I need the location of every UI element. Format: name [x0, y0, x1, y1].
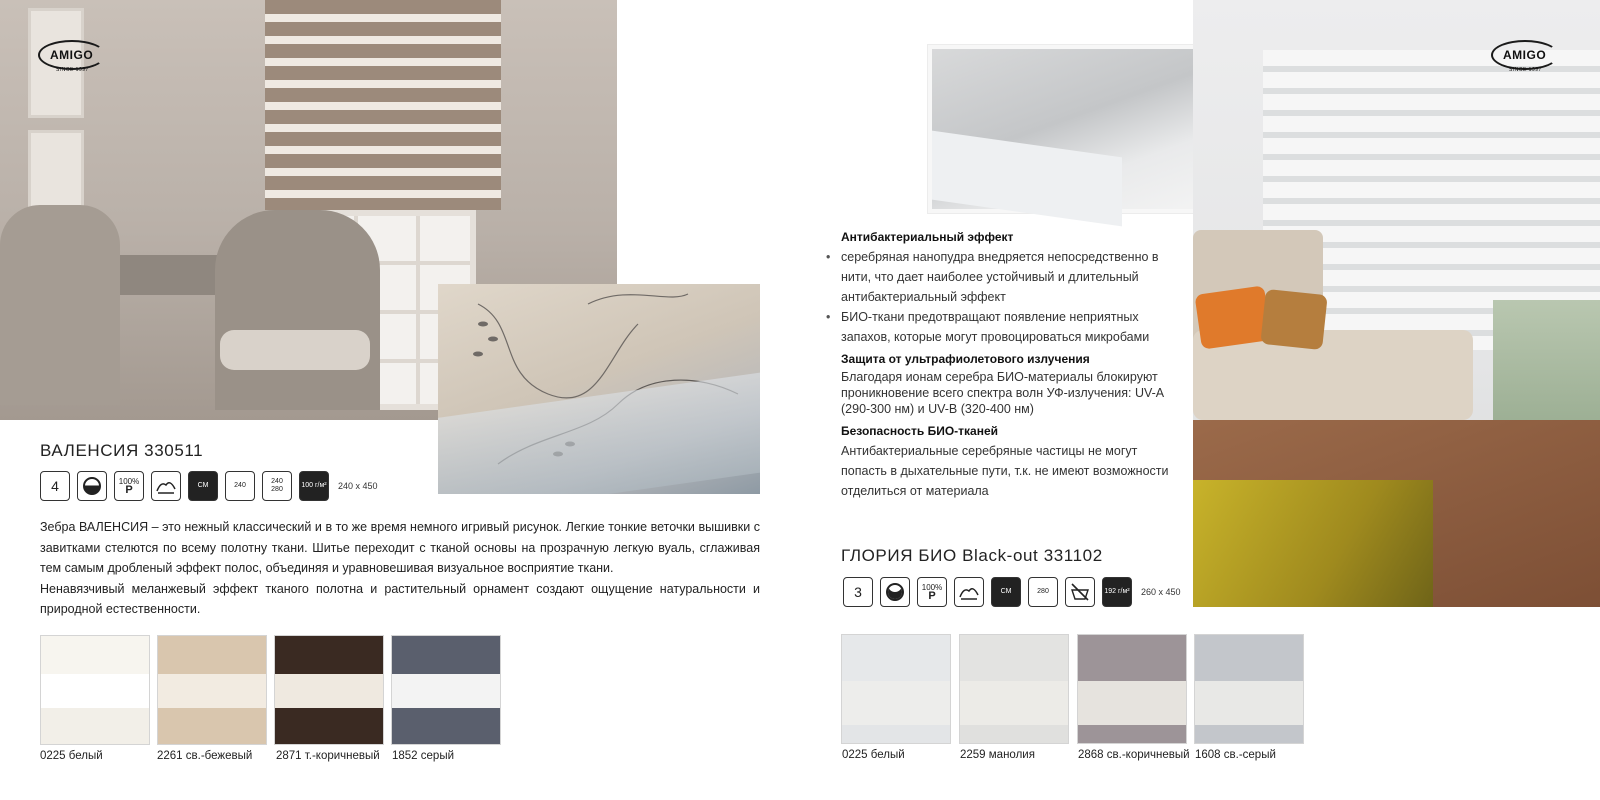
composition-icon: 100% P — [114, 471, 144, 501]
swatch-caption: 2261 св.-бежевый — [157, 750, 253, 762]
amigo-logo: AMIGO SINCE 1997 — [1491, 40, 1561, 74]
swatch-caption: 0225 белый — [842, 749, 905, 761]
composition-icon: 100% P — [917, 577, 947, 607]
hand-wash-icon — [954, 577, 984, 607]
swatch-2261-light-beige[interactable] — [157, 635, 267, 745]
valencia-fabric-closeup-photo — [438, 284, 760, 494]
description-paragraph: Ненавязчивый меланжевый эффект тканого полотна и растительный орнамент создают ощущение натуральности и природной естественности. — [40, 581, 760, 616]
chair-seat — [220, 330, 370, 370]
swatch-caption: 0225 белый — [40, 750, 103, 762]
fabric-weight-icon: 192 г/м² — [1102, 577, 1132, 607]
product-icons-valencia — [40, 471, 378, 501]
gloria-fabric-closeup-photo — [928, 45, 1228, 213]
living-room-photo — [1193, 0, 1600, 607]
brown-pillow — [1260, 289, 1327, 350]
swatch-2259-magnolia[interactable] — [959, 634, 1069, 744]
width-icon: 280 — [1028, 577, 1058, 607]
fabric-weight-icon: 100 г/м² — [299, 471, 329, 501]
description-paragraph: Зебра ВАЛЕНСИЯ – это нежный классический и в то же время немного игривый рисунок. Легкие тонкие веточки вышивки с завитками стелются по всему полотну ткани. Шитье переходит с тканой основы на прозрачную легкую вуаль, сглаживая тем самым дробленый эффект полос, объединяя и уравновешивая визуальное восприятие ткани. — [40, 520, 760, 575]
swatch-2871-dark-brown[interactable] — [274, 635, 384, 745]
list-item: • серебряная нанопудра внедряется непосредственно в нити, что дает наиболее устойчивый и длительный антибактериальный эффект — [841, 247, 1171, 307]
grid-cm-icon: СМ — [188, 471, 218, 501]
swatch-caption: 2871 т.-коричневый — [276, 750, 380, 762]
swatch-caption: 2259 манолия — [960, 749, 1035, 761]
hand-wash-icon — [151, 471, 181, 501]
swatch-0225-white[interactable] — [841, 634, 951, 744]
category-icon: 3 — [843, 577, 873, 607]
swatch-caption: 1608 св.-серый — [1195, 749, 1276, 761]
product-description-valencia — [40, 517, 760, 620]
yellow-rug — [1193, 480, 1433, 607]
swatch-caption: 2868 св.-коричневый — [1078, 749, 1190, 761]
list-item: • БИО-ткани предотвращают появление неприятных запахов, которые могут провоцироваться микробами — [841, 307, 1171, 347]
product-title-valencia: ВАЛЕНСИЯ 330511 — [40, 441, 204, 460]
width-icon: 240 — [225, 471, 255, 501]
product-icons-gloria — [843, 577, 1181, 607]
feature-text-uv: Благодаря ионам серебра БИО-материалы блокируют проникновение всего спектра волн УФ-излучения: UV-A (290-300 нм) и UV-B (320-400 нм) — [841, 370, 1164, 416]
orange-pillow — [1195, 285, 1272, 349]
swatch-caption: 1852 серый — [392, 750, 455, 762]
chair — [215, 210, 380, 410]
max-size-label: 260 х 450 — [1141, 587, 1181, 597]
feature-heading-safety: Безопасность БИО-тканей — [841, 424, 999, 438]
zebra-blind — [265, 0, 501, 210]
no-wash-icon — [1065, 577, 1095, 607]
swatch-0225-white[interactable] — [40, 635, 150, 745]
category-icon: 4 — [40, 471, 70, 501]
fabric-fold — [932, 131, 1122, 227]
antibacterial-list — [841, 247, 1171, 347]
swatch-2868-light-brown[interactable] — [1077, 634, 1187, 744]
swatch-1608-light-grey[interactable] — [1194, 634, 1304, 744]
swatch-1852-grey[interactable] — [391, 635, 501, 745]
chair — [0, 205, 120, 405]
product-title-gloria: ГЛОРИЯ БИО Black-out 331102 — [841, 546, 1103, 565]
feature-heading-antibacterial: Антибактериальный эффект — [841, 230, 1014, 244]
half-moon-icon — [77, 471, 107, 501]
width-range-icon: 240 280 — [262, 471, 292, 501]
feature-heading-uv: Защита от ультрафиолетового излучения — [841, 352, 1090, 366]
grid-cm-icon: СМ — [991, 577, 1021, 607]
amigo-logo: AMIGO SINCE 1997 — [38, 40, 108, 74]
max-size-label: 240 х 450 — [338, 481, 378, 491]
feature-text-safety: Антибактериальные серебряные частицы не могут попасть в дыхательные пути, т.к. не имеют возможности отделиться от материала — [841, 444, 1169, 498]
full-circle-icon — [880, 577, 910, 607]
